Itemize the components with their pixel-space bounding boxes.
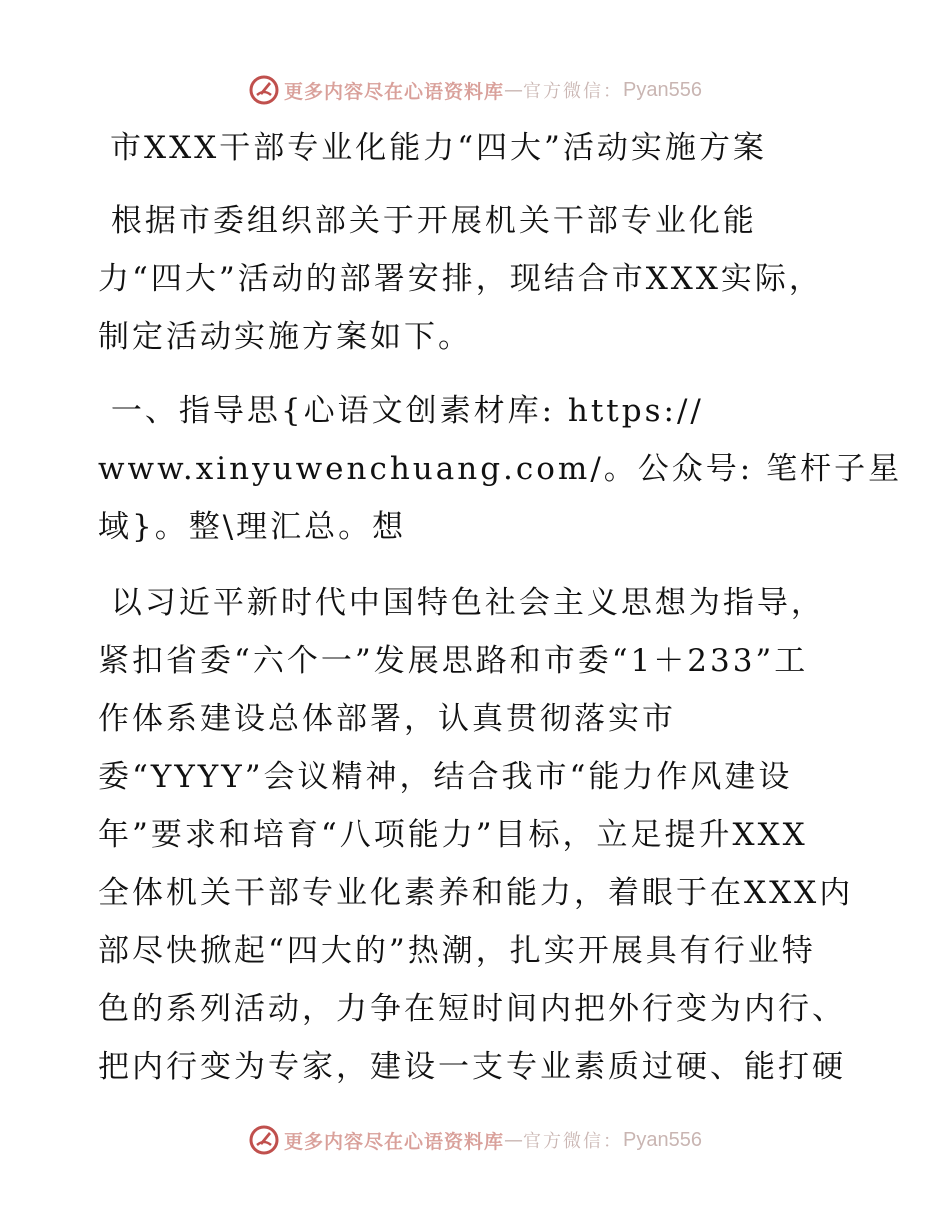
body-line-9: 把内行变为专家，建设一支专业素质过硬、能打硬 <box>98 1049 846 1085</box>
section1-heading-line-1: 一、指导思{心语文创素材库: https:// <box>98 393 704 429</box>
intro-line-3: 制定活动实施方案如下。 <box>98 319 472 355</box>
book-quill-icon <box>248 1124 280 1156</box>
body-line-2: 紧扣省委“六个一”发展思路和市委“1＋233”工 <box>98 643 809 679</box>
body-line-7: 部尽快掀起“四大的”热潮，扎实开展具有行业特 <box>98 933 816 969</box>
body-line-4: 委“YYYY”会议精神，结合我市“能力作风建设 <box>98 759 793 795</box>
body-line-8: 色的系列活动，力争在短时间内把外行变为内行、 <box>98 991 846 1027</box>
book-quill-icon <box>248 74 280 106</box>
watermark-separator: — <box>504 1129 524 1151</box>
document-title: 市XXX干部专业化能力“四大”活动实施方案 <box>110 130 767 166</box>
intro-line-2: 力“四大”活动的部署安排，现结合市XXX实际， <box>98 261 823 297</box>
body-line-5: 年”要求和培育“八项能力”目标，立足提升XXX <box>98 817 808 853</box>
body-line-1: 以习近平新时代中国特色社会主义思想为指导， <box>98 585 825 621</box>
watermark-separator: — <box>504 79 524 101</box>
watermark-main-text: 更多内容尽在心语资料库 <box>284 1130 505 1153</box>
watermark-label: 官方微信： <box>523 1131 624 1152</box>
section1-heading-line-2: www.xinyuwenchuang.com/。公众号: 笔杆子星 <box>98 451 903 487</box>
watermark-banner-top <box>0 70 950 110</box>
watermark-wechat-id: Pyan556 <box>623 78 702 101</box>
watermark-wechat-id: Pyan556 <box>623 1128 702 1151</box>
watermark-main-text: 更多内容尽在心语资料库 <box>284 80 505 103</box>
body-line-6: 全体机关干部专业化素养和能力，着眼于在XXX内 <box>98 875 854 911</box>
body-line-3: 作体系建设总体部署，认真贯彻落实市 <box>98 701 676 737</box>
section1-heading-line-3: 域}。整\理汇总。想 <box>98 509 407 545</box>
intro-line-1: 根据市委组织部关于开展机关干部专业化能 <box>98 203 757 239</box>
watermark-label: 官方微信： <box>523 81 624 102</box>
watermark-banner-bottom <box>0 1120 950 1160</box>
